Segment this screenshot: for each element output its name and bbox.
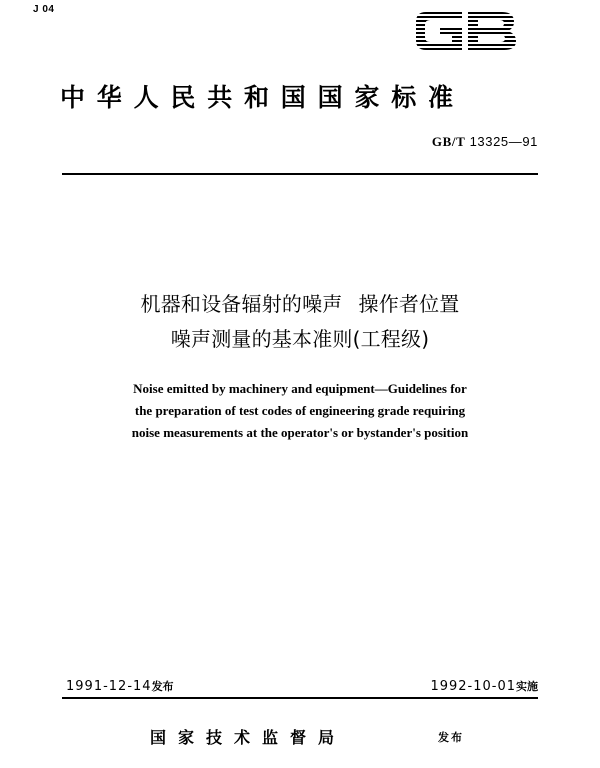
top-divider bbox=[62, 173, 538, 175]
issuing-action: 发布 bbox=[438, 731, 464, 744]
standard-number bbox=[432, 134, 538, 150]
classification-code: J 04 bbox=[33, 4, 55, 15]
issue-date-value: 1991-12-14 bbox=[66, 679, 152, 694]
issue-date-label: 发布 bbox=[151, 680, 174, 693]
implementation-date-label: 实施 bbox=[516, 680, 538, 693]
english-title-line-1: Noise emitted by machinery and equipment—Guidelines for bbox=[133, 381, 467, 396]
national-standard-heading: 中华人民共和国国家标准 bbox=[60, 83, 465, 112]
issue-date bbox=[66, 678, 174, 694]
implementation-date bbox=[430, 678, 538, 694]
english-title-line-3: noise measurements at the operator's or bystander's position bbox=[131, 425, 469, 440]
standard-number-prefix: GB/T bbox=[431, 134, 466, 149]
gb-logo-icon bbox=[412, 8, 520, 54]
bottom-divider bbox=[62, 697, 538, 699]
chinese-title-line-2: 噪声测量的基本准则(工程级) bbox=[170, 327, 430, 351]
implementation-date-value: 1992-10-01 bbox=[430, 679, 516, 694]
chinese-title-line-1 bbox=[0, 288, 600, 317]
issuing-body: 国家技术监督局 bbox=[150, 728, 347, 747]
chinese-title-part-1: 机器和设备辐射的噪声 bbox=[140, 292, 343, 316]
english-title-line-2: the preparation of test codes of engineering grade requiring bbox=[134, 403, 466, 418]
standard-number-value: 13325—91 bbox=[469, 134, 538, 149]
chinese-title-part-2: 操作者位置 bbox=[358, 292, 460, 316]
